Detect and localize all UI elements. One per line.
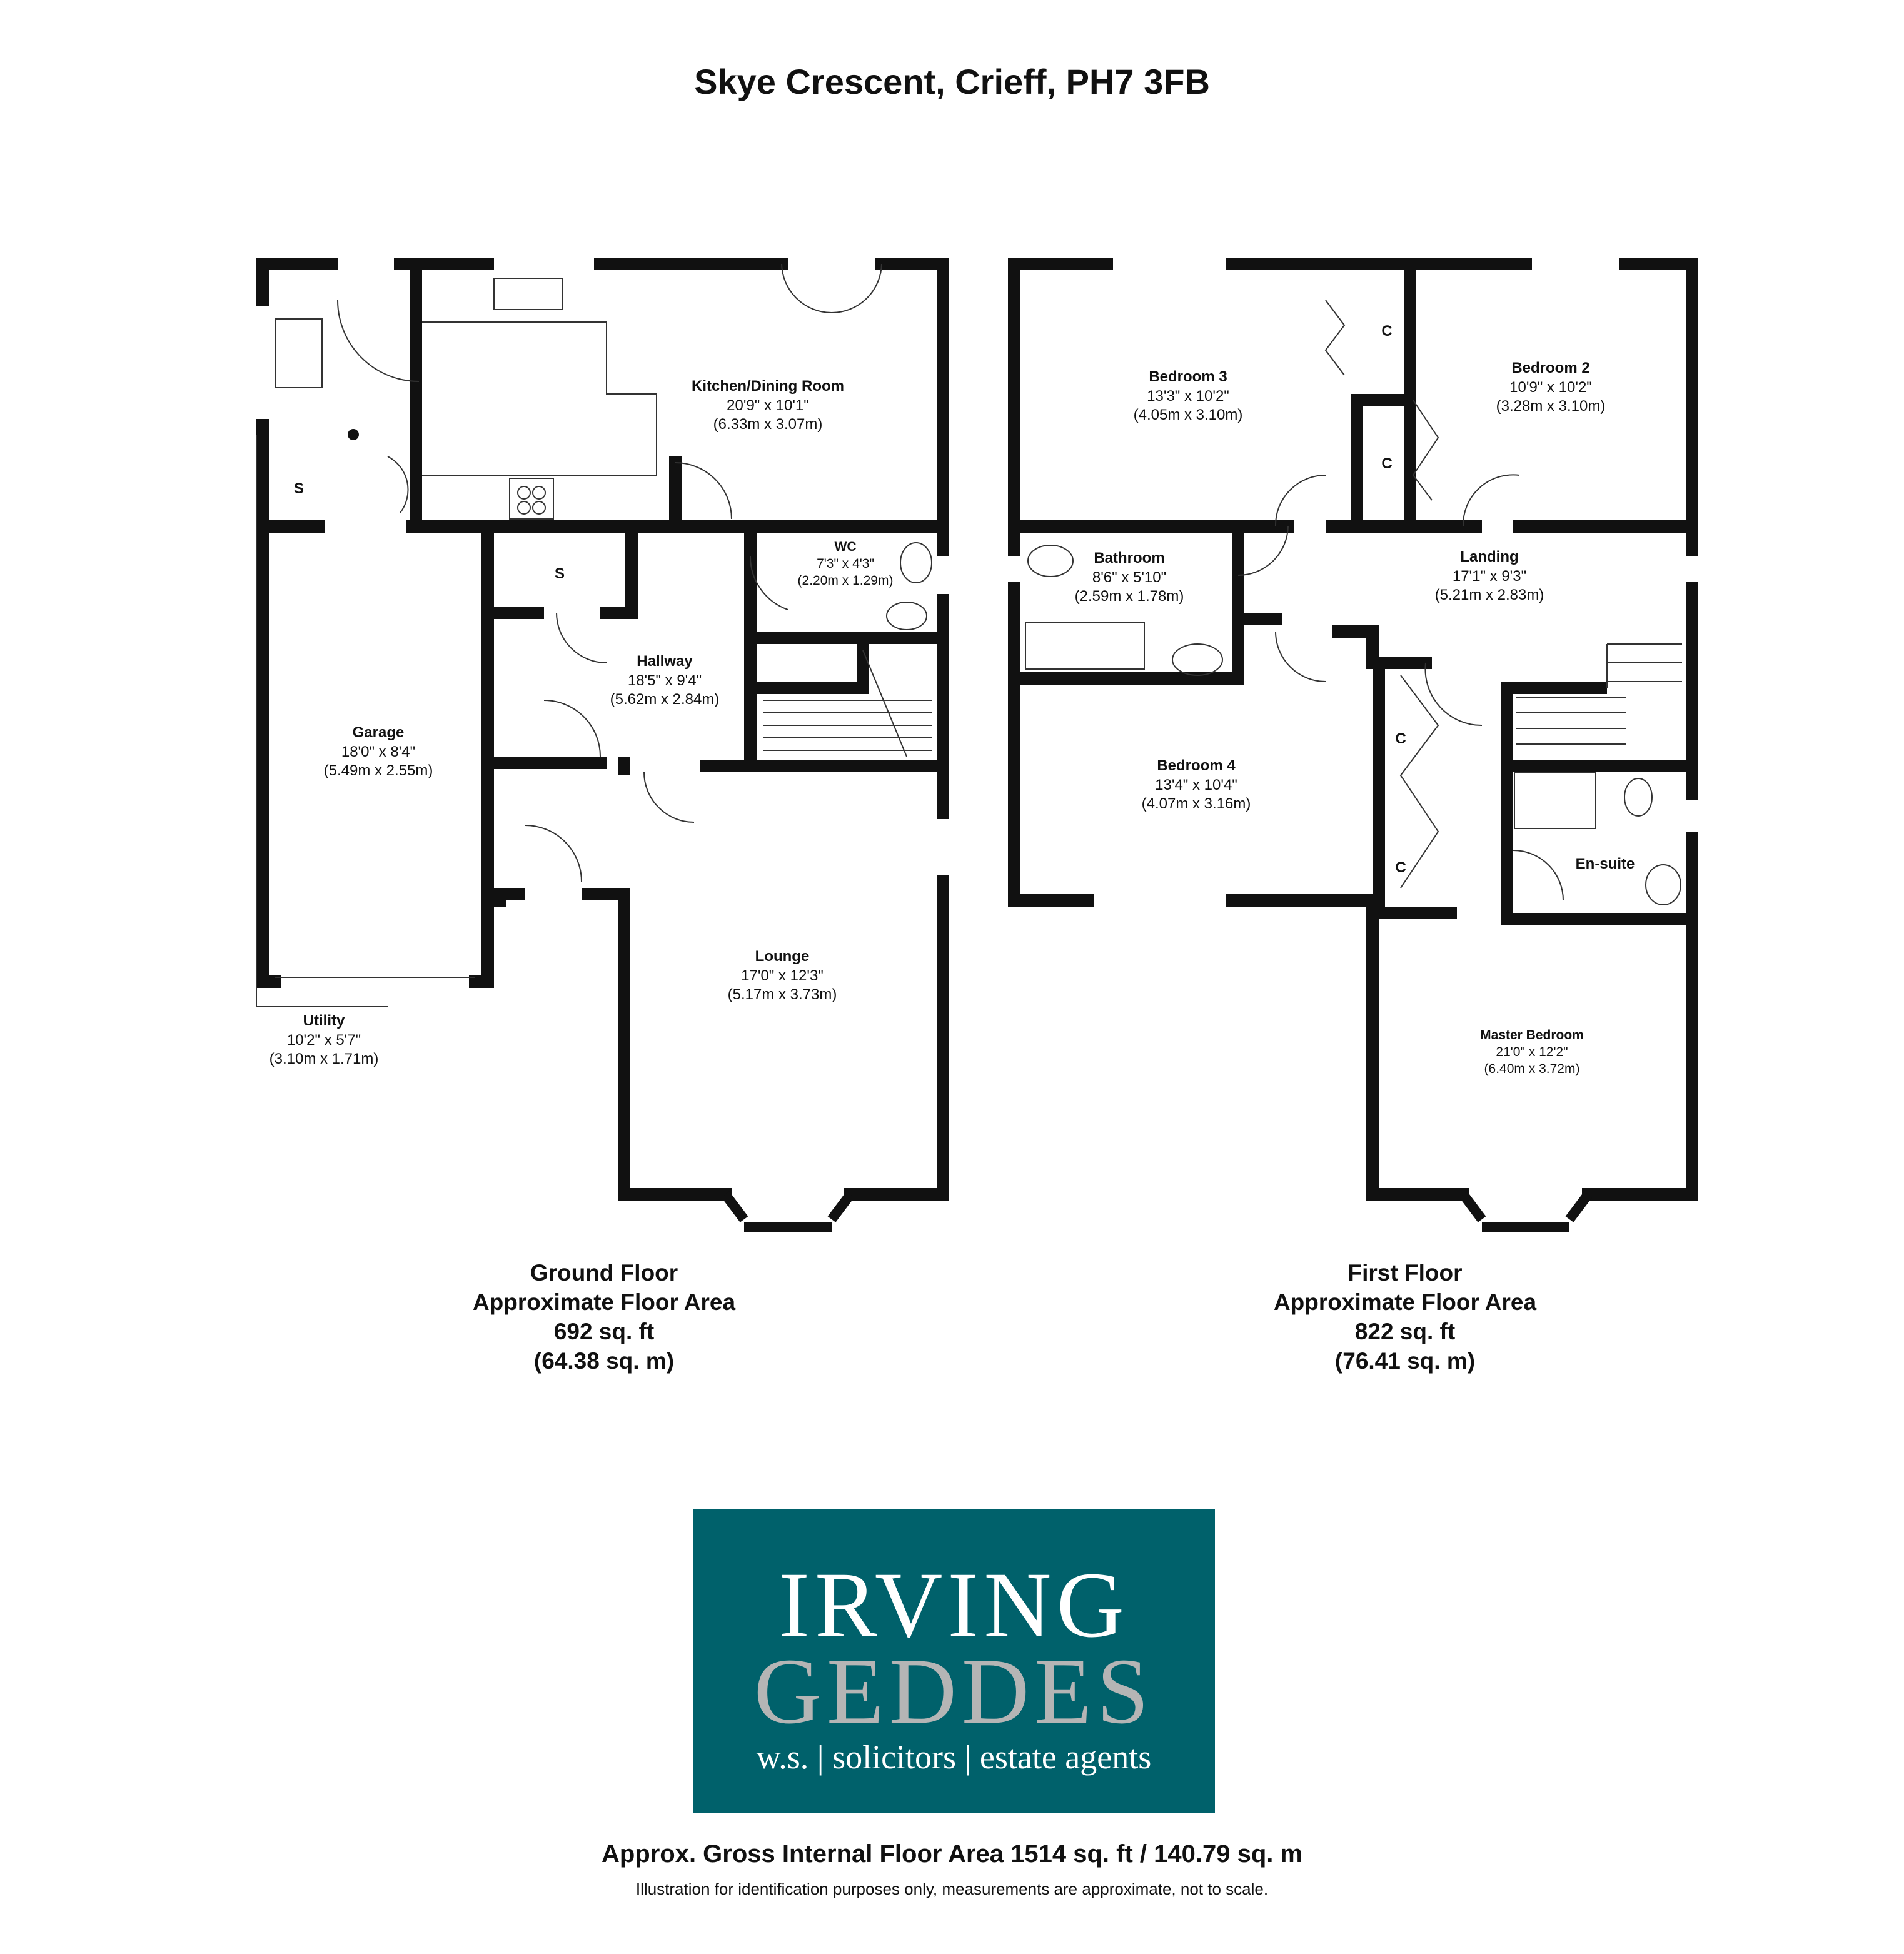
room-name: Utility <box>303 1012 345 1029</box>
cupboard-tag: C <box>1381 455 1393 472</box>
store-tag: S <box>554 565 565 582</box>
logo-tagline: w.s. | solicitors | estate agents <box>756 1738 1152 1776</box>
floor-name: First Floor <box>1347 1260 1463 1286</box>
lounge-bay-window <box>725 1194 850 1227</box>
room-size-metric: (5.62m x 2.84m) <box>610 691 720 708</box>
irving-geddes-logo <box>693 1509 1215 1813</box>
gross-floor-area: Approx. Gross Internal Floor Area 1514 sq. ft / 140.79 sq. m <box>601 1840 1303 1868</box>
room-name: Bedroom 3 <box>1149 368 1227 385</box>
room-landing <box>1435 548 1544 605</box>
logo-line-1: IRVING <box>778 1553 1129 1657</box>
room-en-suite <box>1576 855 1635 874</box>
room-size-metric: (4.05m x 3.10m) <box>1133 406 1243 424</box>
logo-line-2: GEDDES <box>753 1639 1154 1743</box>
room-name: Lounge <box>755 948 810 965</box>
room-size-metric: (2.20m x 1.29m) <box>797 573 894 588</box>
room-size-metric: (6.33m x 3.07m) <box>713 416 823 433</box>
master-bay-window <box>1463 1194 1588 1227</box>
ground-floor-summary <box>473 1259 735 1376</box>
room-bathroom <box>1075 549 1184 607</box>
room-name: Master Bedroom <box>1480 1028 1584 1042</box>
room-size-imperial: 13'3" x 10'2" <box>1147 387 1229 405</box>
floor-area-sqft: 692 sq. ft <box>553 1318 655 1344</box>
room-size-metric: (5.21m x 2.83m) <box>1434 587 1544 604</box>
disclaimer: Illustration for identification purposes only, measurements are approximate, not to scale. <box>635 1880 1269 1898</box>
page-title: Skye Crescent, Crieff, PH7 3FB <box>694 62 1210 101</box>
floor-area-label: Approximate Floor Area <box>1273 1289 1537 1315</box>
room-garage <box>324 723 433 781</box>
room-name: Kitchen/Dining Room <box>692 378 844 395</box>
room-bedroom-3 <box>1134 368 1243 425</box>
room-size-imperial: 18'0" x 8'4" <box>341 743 416 760</box>
room-lounge <box>728 947 837 1005</box>
room-size-imperial: 17'0" x 12'3" <box>741 967 824 984</box>
room-size-metric: (2.59m x 1.78m) <box>1074 588 1184 605</box>
room-name: En-suite <box>1575 855 1635 872</box>
room-size-imperial: 17'1" x 9'3" <box>1452 567 1527 585</box>
room-size-imperial: 21'0" x 12'2" <box>1496 1044 1568 1059</box>
room-size-imperial: 8'6" x 5'10" <box>1092 568 1167 586</box>
room-name: Bathroom <box>1094 550 1165 567</box>
room-size-imperial: 10'9" x 10'2" <box>1509 378 1592 396</box>
room-bedroom-4 <box>1142 757 1251 814</box>
room-size-imperial: 18'5" x 9'4" <box>627 672 702 689</box>
cupboard-tag: C <box>1395 859 1406 876</box>
room-size-imperial: 20'9" x 10'1" <box>727 396 809 414</box>
room-name: Hallway <box>637 653 693 670</box>
floor-area-sqft: 822 sq. ft <box>1354 1318 1456 1344</box>
cupboard-tag: C <box>1381 323 1393 340</box>
room-utility <box>269 1012 379 1069</box>
floor-area-sqm: (76.41 sq. m) <box>1334 1347 1476 1374</box>
room-size-imperial: 10'2" x 5'7" <box>286 1031 361 1049</box>
room-bedroom-2 <box>1496 359 1606 416</box>
cupboard-tag: C <box>1395 730 1406 747</box>
room-name: Garage <box>352 724 405 741</box>
room-size-metric: (6.40m x 3.72m) <box>1484 1061 1580 1076</box>
room-wc <box>798 539 894 590</box>
room-name: Landing <box>1460 548 1519 565</box>
room-name: Bedroom 4 <box>1157 757 1236 774</box>
floor-area-label: Approximate Floor Area <box>472 1289 736 1315</box>
floor-name: Ground Floor <box>530 1260 678 1286</box>
room-hallway <box>610 652 720 710</box>
room-size-metric: (4.07m x 3.16m) <box>1141 795 1251 813</box>
room-master-bedroom <box>1480 1027 1584 1078</box>
room-size-metric: (3.10m x 1.71m) <box>269 1050 379 1068</box>
room-size-imperial: 7'3" x 4'3" <box>817 556 874 571</box>
room-kitchen-dining <box>692 377 844 435</box>
room-size-metric: (5.49m x 2.55m) <box>323 762 433 780</box>
room-size-imperial: 13'4" x 10'4" <box>1155 776 1237 793</box>
room-name: WC <box>834 540 857 554</box>
first-floor-summary <box>1274 1259 1536 1376</box>
room-size-metric: (5.17m x 3.73m) <box>727 986 837 1004</box>
floor-area-sqm: (64.38 sq. m) <box>533 1347 675 1374</box>
room-size-metric: (3.28m x 3.10m) <box>1496 398 1606 415</box>
room-name: Bedroom 2 <box>1511 360 1590 376</box>
store-tag: S <box>293 480 305 497</box>
